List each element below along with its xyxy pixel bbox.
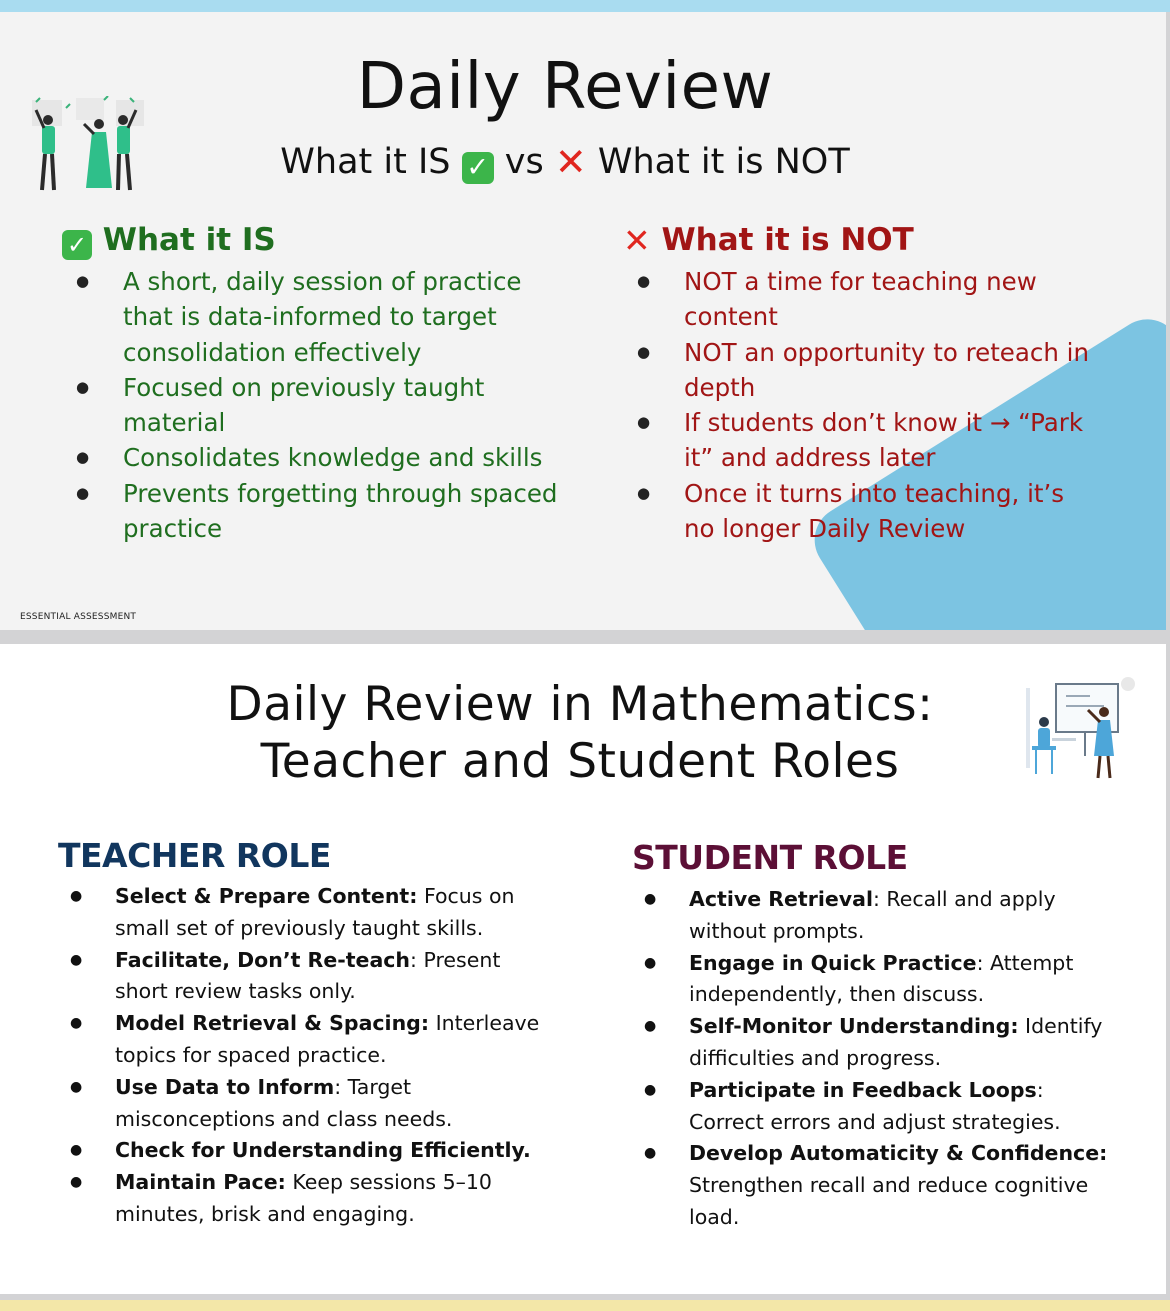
cross-mark-icon: ✕ xyxy=(623,221,651,260)
what-it-is-not-heading xyxy=(623,222,914,258)
teacher-at-board-illustration-icon xyxy=(1018,674,1140,782)
list-item xyxy=(632,884,1122,948)
list-item: ● If students don’t know it → “Park it” and address later xyxy=(623,405,1098,476)
what-it-is-heading-text: What it IS xyxy=(102,222,276,258)
item-bold: Participate in Feedback Loops xyxy=(689,1077,1037,1102)
list-item: ● Focused on previously taught material xyxy=(62,370,562,441)
footer-brand: ESSENTIAL ASSESSMENT xyxy=(20,612,137,622)
item-bold: Use Data to Inform xyxy=(115,1074,335,1099)
list-item: ● Once it turns into teaching, it’s no longer Daily Review xyxy=(623,476,1098,547)
list-item xyxy=(632,1138,1122,1233)
item-bold: Active Retrieval xyxy=(689,887,873,911)
bottom-decor-strip xyxy=(0,1300,1170,1311)
list-item xyxy=(632,948,1122,1012)
item-text: : Recall and apply without prompts. xyxy=(689,887,1056,943)
list-item xyxy=(58,881,553,945)
item-bold: Check for Understanding Efficiently. xyxy=(115,1138,531,1163)
slide2-title-line1: Daily Review in Mathematics: xyxy=(226,677,934,732)
list-item: ● A short, daily session of practice that is data-informed to target consolidation effectively xyxy=(62,264,562,370)
item-bold: Engage in Quick Practice xyxy=(689,950,977,975)
slide-what-it-is xyxy=(0,12,1166,630)
teacher-role-list xyxy=(58,881,553,1231)
item-text: : Present short review tasks only. xyxy=(115,947,501,1004)
list-item xyxy=(632,1011,1122,1075)
item-text: : Target misconceptions and class needs. xyxy=(115,1074,453,1131)
top-decor-strip xyxy=(0,0,1170,12)
subtitle-vs: vs xyxy=(504,142,544,182)
cross-mark-icon: ✕ xyxy=(554,140,587,184)
what-it-is-not-list xyxy=(623,264,1098,546)
list-item xyxy=(58,1072,553,1136)
list-item xyxy=(58,1167,553,1231)
subtitle xyxy=(0,142,1130,184)
slide-roles xyxy=(0,644,1166,1294)
item-bold: Select & Prepare Content: xyxy=(115,884,418,908)
item-text: Interleave topics for spaced practice. xyxy=(115,1011,540,1067)
item-bold: Develop Automaticity & Confidence: xyxy=(689,1141,1108,1166)
item-text: : Correct errors and adjust strategies. xyxy=(689,1077,1061,1134)
item-bold: Model Retrieval & Spacing: xyxy=(115,1011,430,1036)
student-role-list xyxy=(632,884,1122,1234)
item-text: Strengthen recall and reduce cognitive load. xyxy=(689,1173,1089,1229)
teacher-role-heading: TEACHER ROLE xyxy=(58,836,331,875)
what-it-is-heading xyxy=(62,222,276,260)
list-item xyxy=(58,1135,553,1167)
what-it-is-not-heading-text: What it is NOT xyxy=(661,222,914,258)
item-text: Keep sessions 5–10 minutes, brisk and engaging. xyxy=(115,1170,492,1226)
check-mark-icon: ✓ xyxy=(62,230,92,260)
list-item: ● NOT an opportunity to reteach in depth xyxy=(623,335,1098,406)
subtitle-part2: What it is NOT xyxy=(597,142,850,182)
list-item xyxy=(58,1008,553,1072)
item-bold: Maintain Pace: xyxy=(115,1170,286,1195)
slide2-title-line2: Teacher and Student Roles xyxy=(260,734,900,789)
item-text: Focus on small set of previously taught skills. xyxy=(115,884,515,940)
list-item: ● Consolidates knowledge and skills xyxy=(62,440,562,475)
list-item xyxy=(632,1075,1122,1139)
slide2-title xyxy=(0,676,1160,790)
subtitle-part1: What it IS xyxy=(280,142,451,182)
list-item xyxy=(58,945,553,1009)
item-text: : Attempt independently, then discuss. xyxy=(689,950,1074,1007)
item-bold: Self-Monitor Understanding: xyxy=(689,1014,1019,1039)
student-role-heading: STUDENT ROLE xyxy=(632,838,908,877)
item-bold: Facilitate, Don’t Re-teach xyxy=(115,947,411,972)
item-text: Identify difficulties and progress. xyxy=(689,1014,1103,1070)
list-item: ● Prevents forgetting through spaced practice xyxy=(62,476,562,547)
list-item: ● NOT a time for teaching new content xyxy=(623,264,1098,335)
page-title: Daily Review xyxy=(356,50,774,124)
what-it-is-list xyxy=(62,264,562,546)
check-mark-icon: ✓ xyxy=(462,152,494,184)
